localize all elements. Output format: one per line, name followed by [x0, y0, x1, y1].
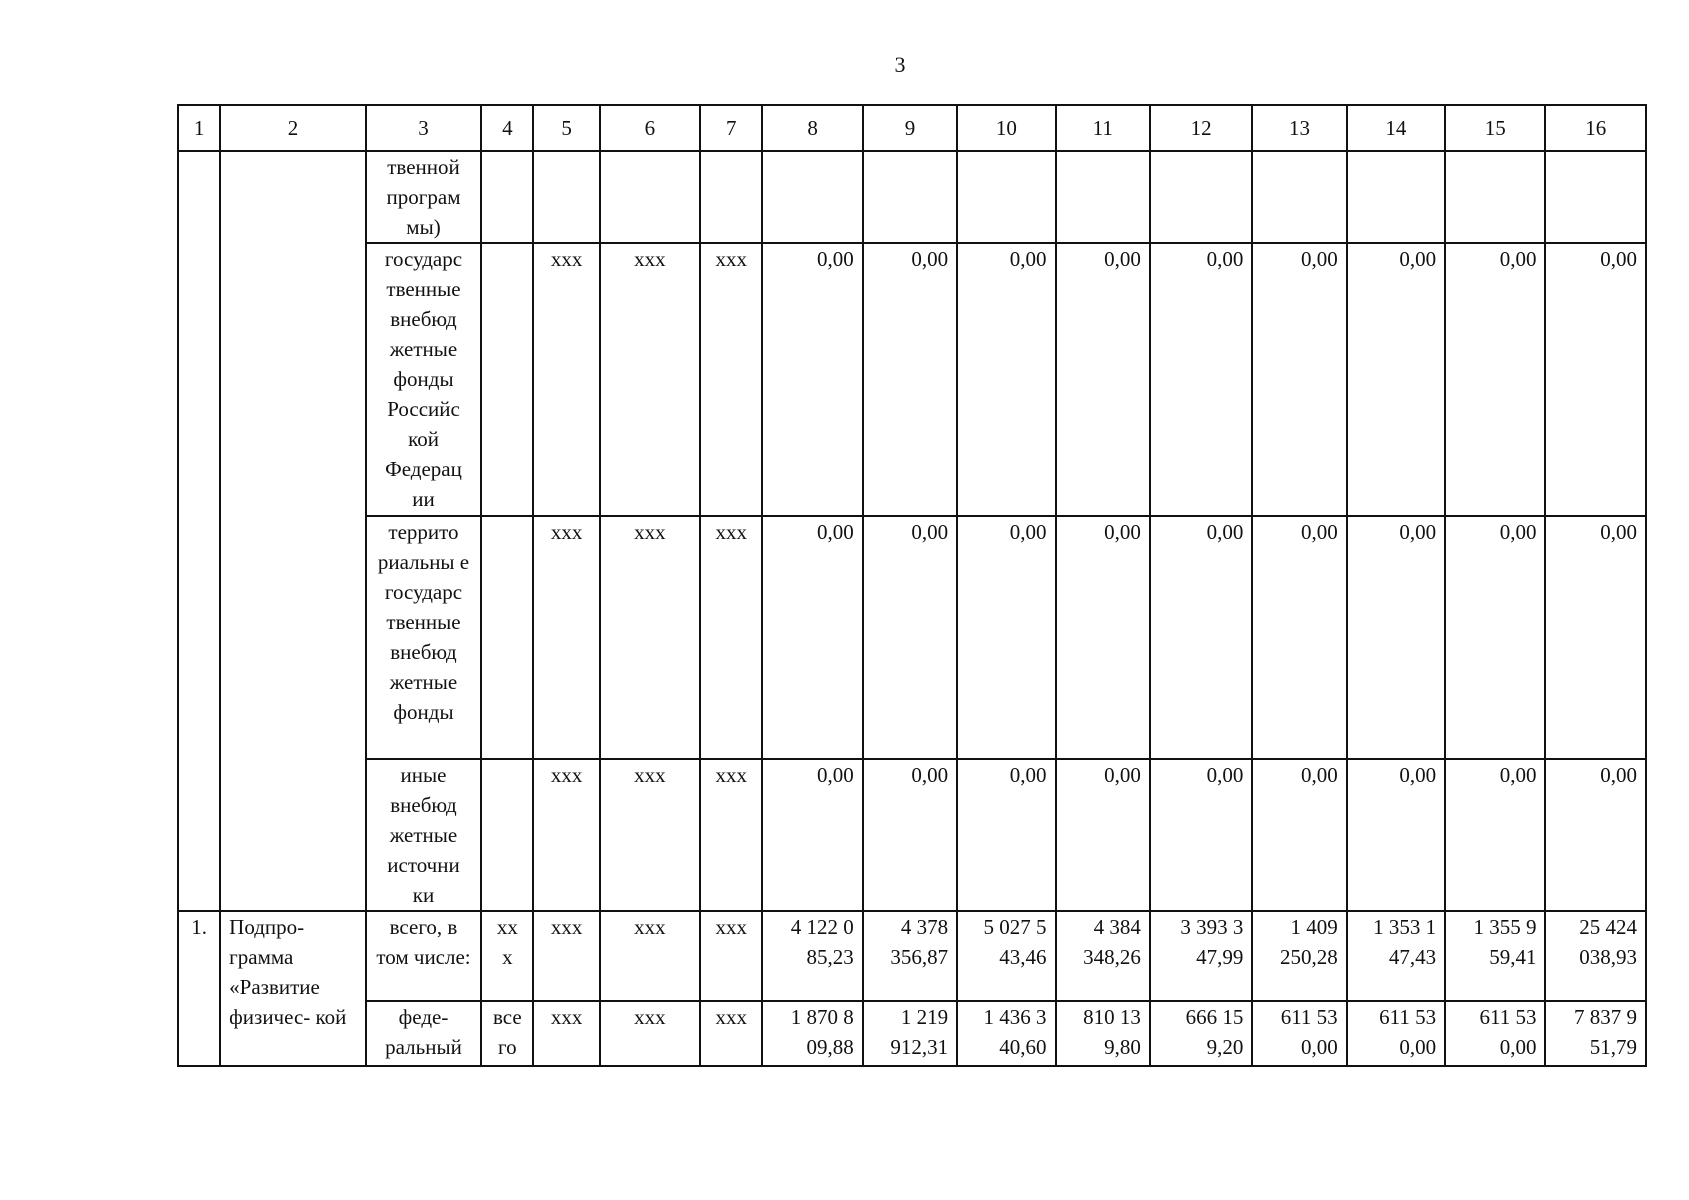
table-row: [178, 911, 1646, 1001]
value-cell: 5 027 5 43,46: [957, 911, 1055, 1001]
code-cell: ххх: [600, 516, 700, 759]
header-cell: 1: [178, 105, 220, 151]
value-cell: 0,00: [1347, 243, 1445, 516]
source-cell: всего, в том числе:: [366, 911, 481, 1001]
header-cell: 5: [533, 105, 599, 151]
value-cell: 611 53 0,00: [1347, 1001, 1445, 1066]
value-cell: 0,00: [1252, 243, 1346, 516]
value-cell: 666 15 9,20: [1150, 1001, 1252, 1066]
value-cell: 3 393 3 47,99: [1150, 911, 1252, 1001]
source-cell: феде- ральный: [366, 1001, 481, 1066]
budget-table: [177, 104, 1647, 1067]
empty-cell: [220, 151, 366, 911]
value-cell: 0,00: [957, 759, 1055, 911]
value-cell: 4 384 348,26: [1056, 911, 1150, 1001]
code-cell: ххх: [700, 516, 762, 759]
code-cell: ххх: [533, 759, 599, 911]
header-cell: 14: [1347, 105, 1445, 151]
empty-cell: [178, 151, 220, 911]
value-cell: 0,00: [1150, 759, 1252, 911]
value-cell: 0,00: [863, 243, 957, 516]
value-cell: 1 870 8 09,88: [762, 1001, 862, 1066]
source-cell: иные внебюд жетные источни ки: [366, 759, 481, 911]
value-cell: 0,00: [1056, 243, 1150, 516]
value-cell: 0,00: [957, 243, 1055, 516]
value-cell: 1 355 9 59,41: [1445, 911, 1545, 1001]
value-cell: 1 219 912,31: [863, 1001, 957, 1066]
header-row: [178, 105, 1646, 151]
value-cell: 0,00: [1150, 243, 1252, 516]
value-cell: 0,00: [1347, 759, 1445, 911]
value-cell: 611 53 0,00: [1445, 1001, 1545, 1066]
code-cell: ххх: [600, 911, 700, 1001]
header-cell: 4: [481, 105, 533, 151]
code-cell: ххх: [533, 516, 599, 759]
value-cell: 0,00: [1347, 516, 1445, 759]
code-cell: ххх: [600, 759, 700, 911]
code-cell: ххх: [700, 759, 762, 911]
header-cell: 3: [366, 105, 481, 151]
code-cell: ххх: [700, 911, 762, 1001]
header-cell: 11: [1056, 105, 1150, 151]
header-cell: 7: [700, 105, 762, 151]
header-cell: 8: [762, 105, 862, 151]
code-cell: ххх: [700, 1001, 762, 1066]
value-cell: 0,00: [762, 243, 862, 516]
value-cell: 0,00: [1445, 516, 1545, 759]
source-cell: твенной програм мы): [366, 151, 481, 243]
value-cell: 1 436 3 40,60: [957, 1001, 1055, 1066]
table-row: [178, 1001, 1646, 1066]
table-row: [178, 516, 1646, 759]
value-cell: 0,00: [1056, 759, 1150, 911]
value-cell: 611 53 0,00: [1252, 1001, 1346, 1066]
value-cell: 0,00: [1445, 243, 1545, 516]
code-cell: ххх: [600, 243, 700, 516]
value-cell: 0,00: [1445, 759, 1545, 911]
value-cell: 0,00: [1252, 516, 1346, 759]
header-cell: 9: [863, 105, 957, 151]
value-cell: 0,00: [957, 516, 1055, 759]
row-number: 1.: [178, 911, 220, 1066]
value-cell: 25 424 038,93: [1545, 911, 1646, 1001]
value-cell: 0,00: [1150, 516, 1252, 759]
code-cell: все го: [481, 1001, 533, 1066]
value-cell: 4 122 0 85,23: [762, 911, 862, 1001]
table-row: [178, 759, 1646, 911]
code-cell: ххх: [533, 911, 599, 1001]
value-cell: 1 409 250,28: [1252, 911, 1346, 1001]
value-cell: 0,00: [1056, 516, 1150, 759]
header-cell: 16: [1545, 105, 1646, 151]
value-cell: 0,00: [863, 516, 957, 759]
value-cell: 0,00: [1545, 516, 1646, 759]
header-cell: 15: [1445, 105, 1545, 151]
value-cell: 0,00: [1545, 243, 1646, 516]
value-cell: 7 837 9 51,79: [1545, 1001, 1646, 1066]
header-cell: 10: [957, 105, 1055, 151]
value-cell: 0,00: [1252, 759, 1346, 911]
source-cell: террито риальны е государс твенные внебюд жетные фонды: [366, 516, 481, 759]
header-cell: 12: [1150, 105, 1252, 151]
value-cell: 0,00: [762, 516, 862, 759]
code-cell: ххх: [533, 243, 599, 516]
value-cell: 0,00: [1545, 759, 1646, 911]
value-cell: 0,00: [863, 759, 957, 911]
code-cell: ххх: [533, 1001, 599, 1066]
header-cell: 13: [1252, 105, 1346, 151]
value-cell: 810 13 9,80: [1056, 1001, 1150, 1066]
source-cell: государс твенные внебюд жетные фонды Российс кой Федерац ии: [366, 243, 481, 516]
header-cell: 6: [600, 105, 700, 151]
code-cell: ххх: [700, 243, 762, 516]
table-row: [178, 243, 1646, 516]
code-cell: ххх: [600, 1001, 700, 1066]
value-cell: 0,00: [762, 759, 862, 911]
value-cell: 4 378 356,87: [863, 911, 957, 1001]
page-number: 3: [894, 52, 906, 77]
header-cell: 2: [220, 105, 366, 151]
value-cell: 1 353 1 47,43: [1347, 911, 1445, 1001]
table-row: [178, 151, 1646, 243]
subprogram-name: Подпро- грамма «Развитие физичес- кой: [220, 911, 366, 1066]
code-cell: хх х: [481, 911, 533, 1001]
